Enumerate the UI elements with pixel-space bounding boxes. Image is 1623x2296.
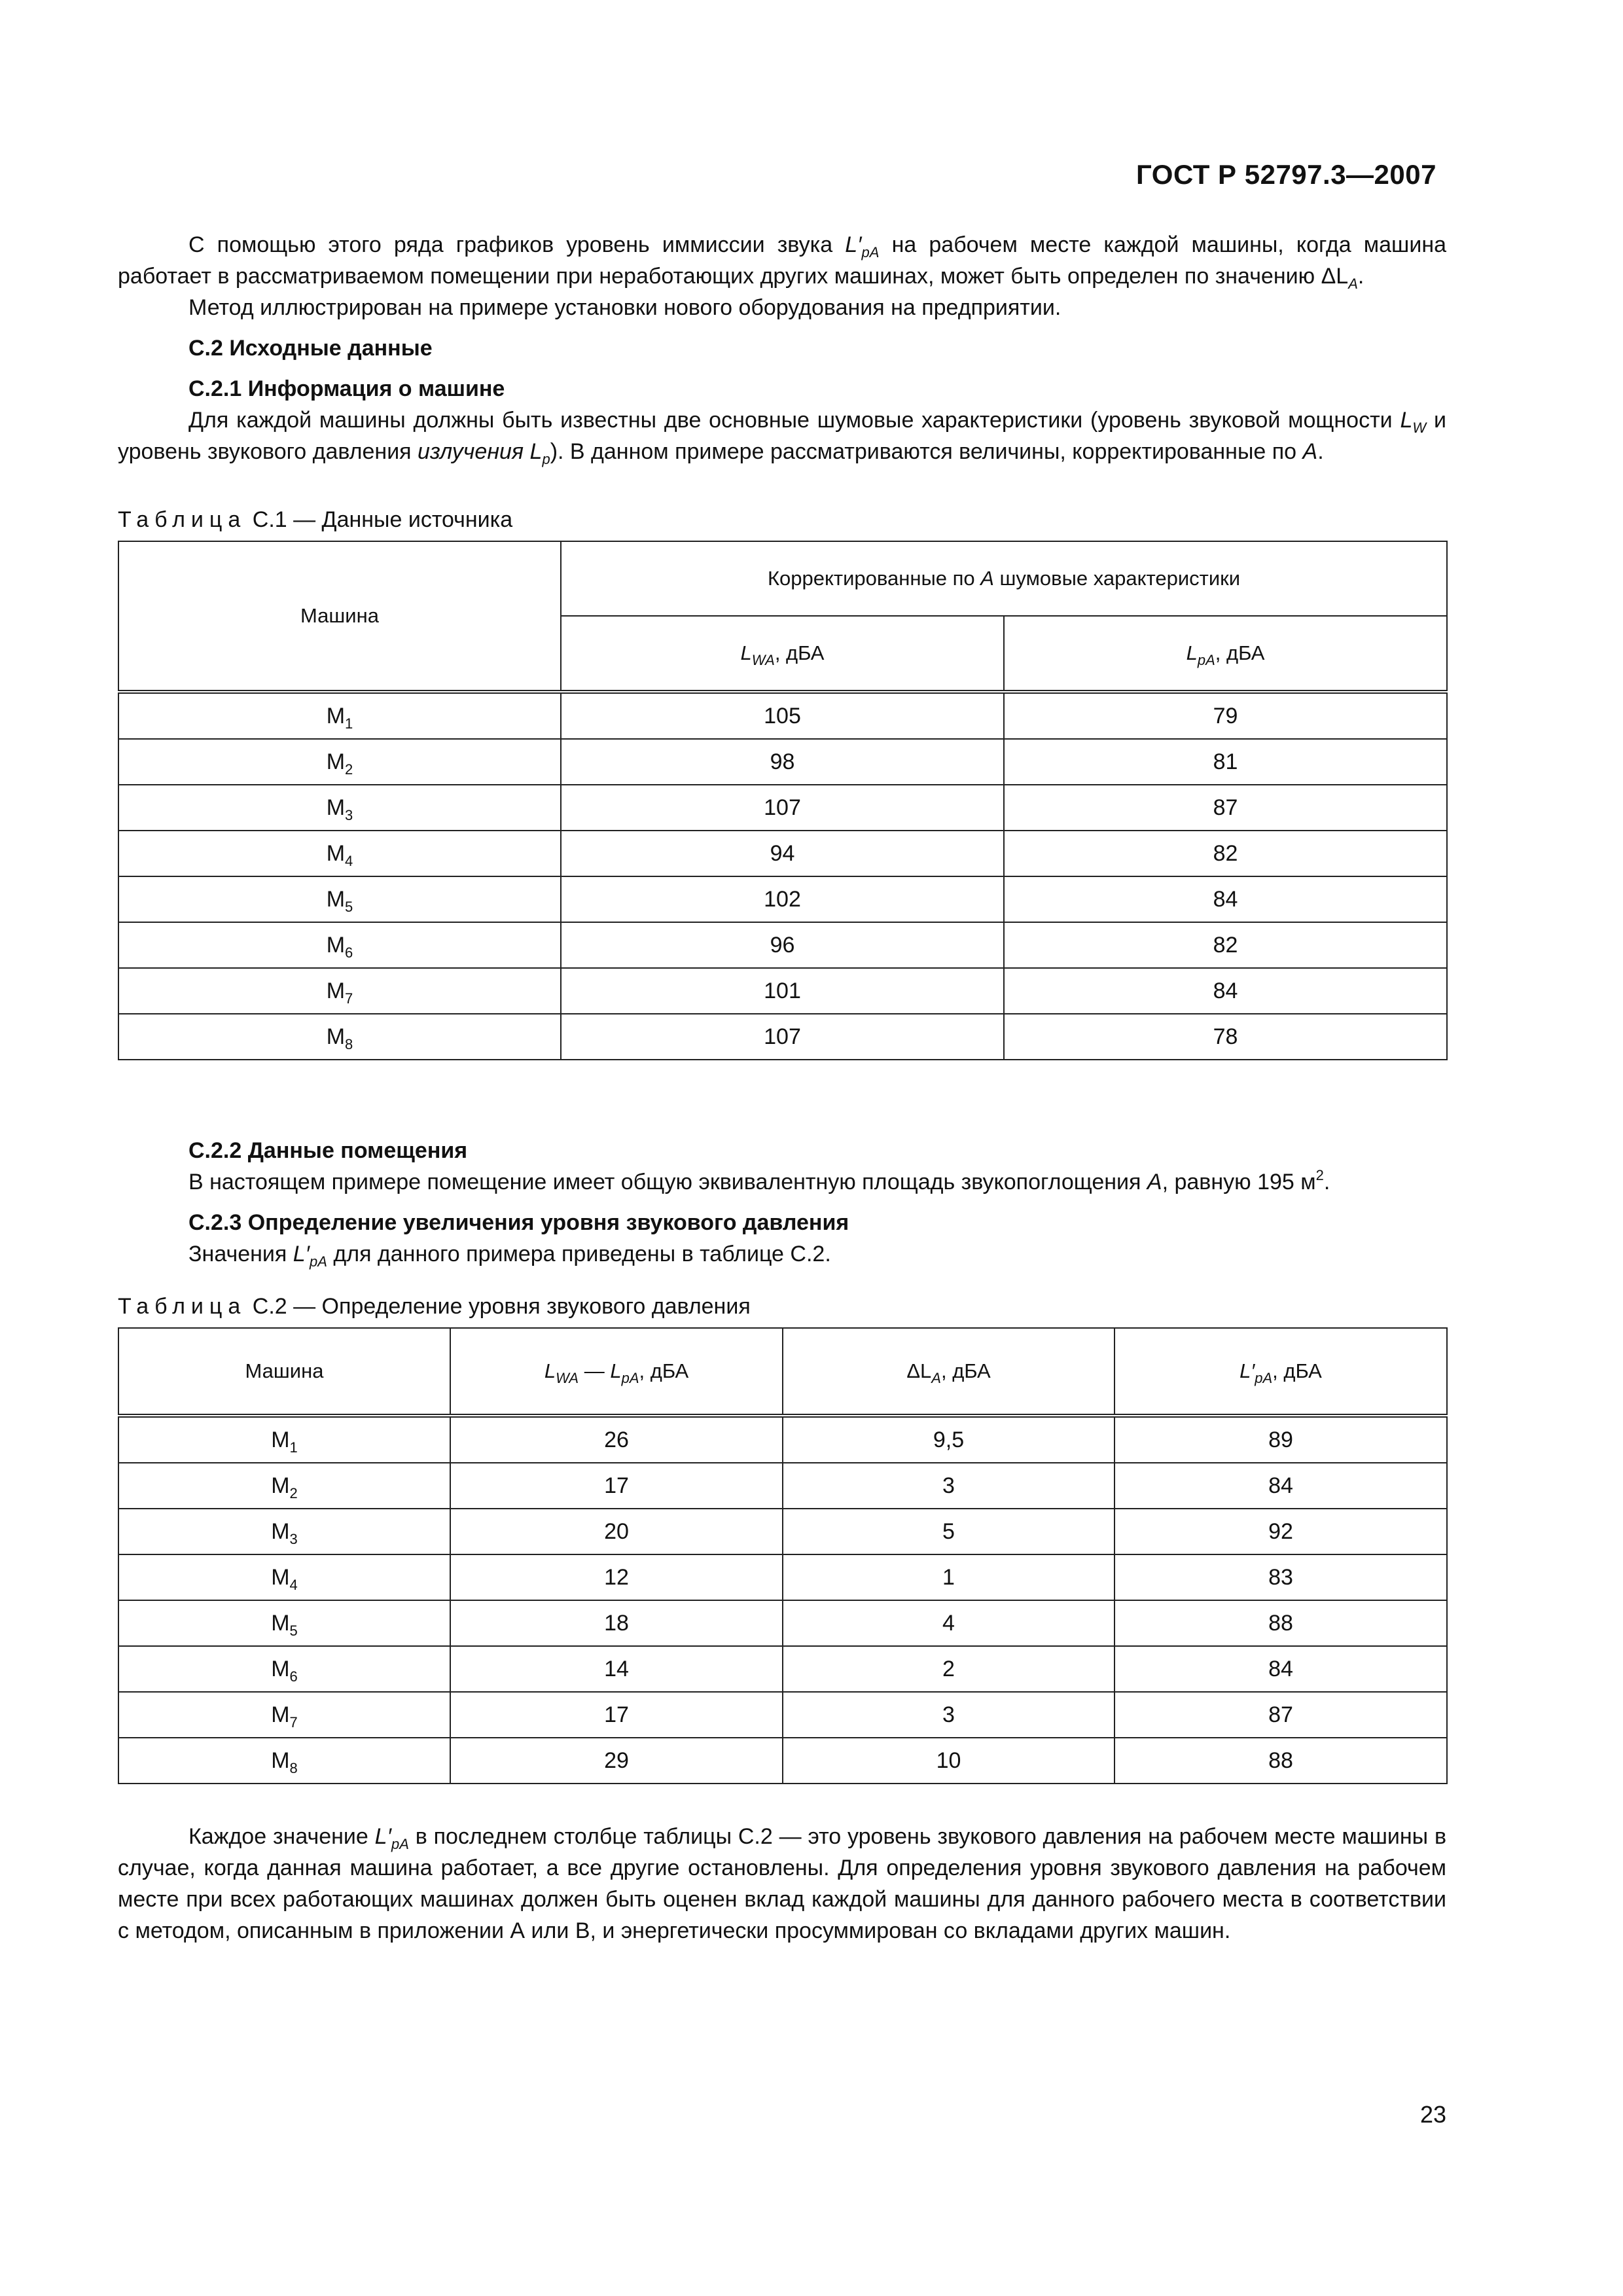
lpa-prime-cell: 84 bbox=[1115, 1463, 1447, 1509]
delta-la-cell: 1 bbox=[783, 1554, 1115, 1600]
symbol-lw: $L_W$ bbox=[1400, 408, 1427, 436]
lwa-cell: 98 bbox=[561, 739, 1004, 785]
table-row bbox=[118, 1509, 1447, 1554]
delta-la-cell: 10 bbox=[783, 1738, 1115, 1784]
table1-caption: Таблица C.1 — Данные источника bbox=[118, 507, 513, 532]
machine-cell: $M_4$ bbox=[118, 1554, 450, 1600]
machine-cell: $M_6$ bbox=[118, 1646, 450, 1692]
lpa-cell: 84 bbox=[1004, 968, 1447, 1014]
intro-paragraph-2: Метод иллюстрирован на примере установки нового оборудования на предприятии. bbox=[188, 295, 1061, 320]
table-row bbox=[118, 1416, 1447, 1463]
machine-cell: $M_1$ bbox=[118, 1416, 450, 1463]
lwa-minus-lpa-cell: 20 bbox=[450, 1509, 783, 1554]
lwa-minus-lpa-cell: 12 bbox=[450, 1554, 783, 1600]
table-row bbox=[118, 1014, 1447, 1060]
table-row bbox=[118, 876, 1447, 922]
symbol-delta-la: $\Delta L_A$ bbox=[1321, 264, 1358, 292]
lwa-cell: 96 bbox=[561, 922, 1004, 968]
document-code: ГОСТ Р 52797.3—2007 bbox=[1136, 159, 1436, 190]
machine-cell: $M_8$ bbox=[118, 1738, 450, 1784]
lwa-minus-lpa-cell: 18 bbox=[450, 1600, 783, 1646]
lwa-cell: 101 bbox=[561, 968, 1004, 1014]
table-row bbox=[118, 785, 1447, 831]
lwa-cell: 107 bbox=[561, 1014, 1004, 1060]
table-row bbox=[118, 1554, 1447, 1600]
lwa-cell: 105 bbox=[561, 692, 1004, 739]
lpa-prime-cell: 88 bbox=[1115, 1738, 1447, 1784]
lpa-cell: 82 bbox=[1004, 831, 1447, 876]
machine-cell: $M_3$ bbox=[118, 785, 561, 831]
table-row bbox=[118, 739, 1447, 785]
closing-paragraph: Каждое значение $L'_{pA}$ в последнем столбце таблицы C.2 — это уровень звукового давления на рабочем месте машины в случае, когда данная машина работает, а все другие остановлены. Для определения уровня звукового давления на рабочем месте при всех работающих машинах должен быть оценен вклад каждой машины для данного рабочего места в соответствии с методом, описанным в приложении А или В, и энергетически просуммирован со вкладами других машин. bbox=[118, 1824, 1447, 1943]
table-row bbox=[118, 968, 1447, 1014]
machine-cell: $M_5$ bbox=[118, 1600, 450, 1646]
section-heading-c2: C.2 Исходные данные bbox=[188, 336, 433, 361]
machine-cell: $M_4$ bbox=[118, 831, 561, 876]
delta-la-cell: 2 bbox=[783, 1646, 1115, 1692]
machine-info-paragraph: Для каждой машины должны быть известны две основные шумовые характеристики (уровень звуковой мощности $L_W$ и уровень звукового давления излучения $L_p$). В данном примере рассматриваются величины, корректированные по A. bbox=[118, 408, 1446, 467]
machine-cell: $M_1$ bbox=[118, 692, 561, 739]
column-header-machine: Машина bbox=[118, 1328, 450, 1416]
lwa-minus-lpa-cell: 29 bbox=[450, 1738, 783, 1784]
lpa-cell: 87 bbox=[1004, 785, 1447, 831]
column-header-delta-la: $\Delta L_A$, дБА bbox=[783, 1328, 1115, 1416]
delta-la-cell: 3 bbox=[783, 1692, 1115, 1738]
section-heading-c23: C.2.3 Определение увеличения уровня звукового давления bbox=[188, 1210, 849, 1235]
page-number: 23 bbox=[1419, 2101, 1446, 2128]
column-header-lwa-minus-lpa: $L_{WA}$ — $L_{pA}$, дБА bbox=[450, 1328, 783, 1416]
lpa-cell: 81 bbox=[1004, 739, 1447, 785]
lwa-cell: 102 bbox=[561, 876, 1004, 922]
column-group-header-a-weighted: Корректированные по А шумовые характеристики bbox=[561, 541, 1447, 616]
machine-cell: $M_7$ bbox=[118, 1692, 450, 1738]
room-data-paragraph: В настоящем примере помещение имеет общую эквивалентную площадь звукопоглощения A, равную 195 $м^2$. bbox=[188, 1167, 1330, 1194]
column-header-lpa: $L_{pA}$, дБА bbox=[1004, 616, 1447, 692]
machine-cell: $M_8$ bbox=[118, 1014, 561, 1060]
lpa-prime-cell: 92 bbox=[1115, 1509, 1447, 1554]
page-content bbox=[118, 229, 1446, 1946]
lwa-cell: 94 bbox=[561, 831, 1004, 876]
delta-la-cell: 9,5 bbox=[783, 1416, 1115, 1463]
emphasis-emission: излучения bbox=[418, 439, 524, 464]
table-row bbox=[118, 1692, 1447, 1738]
lpa-cell: 82 bbox=[1004, 922, 1447, 968]
table2-caption: Таблица C.2 — Определение уровня звукового давления bbox=[118, 1294, 751, 1319]
column-header-machine: Машина bbox=[118, 541, 561, 692]
machine-cell: $M_3$ bbox=[118, 1509, 450, 1554]
machine-cell: $M_6$ bbox=[118, 922, 561, 968]
table-row bbox=[118, 692, 1447, 739]
text-run: С помощью этого ряда графиков уровень иммиссии звука bbox=[188, 232, 846, 257]
machine-cell: $M_2$ bbox=[118, 739, 561, 785]
source-data-table bbox=[118, 541, 1448, 1060]
table-row bbox=[118, 1463, 1447, 1509]
lpa-cell: 84 bbox=[1004, 876, 1447, 922]
section-heading-c22: C.2.2 Данные помещения bbox=[188, 1138, 468, 1163]
lpa-prime-cell: 88 bbox=[1115, 1600, 1447, 1646]
machine-cell: $M_5$ bbox=[118, 876, 561, 922]
table-row bbox=[118, 831, 1447, 876]
table-row bbox=[118, 1738, 1447, 1784]
table-row bbox=[118, 922, 1447, 968]
machine-cell: $M_7$ bbox=[118, 968, 561, 1014]
table-row bbox=[118, 1646, 1447, 1692]
delta-la-cell: 3 bbox=[783, 1463, 1115, 1509]
delta-la-cell: 4 bbox=[783, 1600, 1115, 1646]
sound-pressure-table bbox=[118, 1327, 1448, 1784]
lwa-minus-lpa-cell: 17 bbox=[450, 1463, 783, 1509]
lpa-prime-cell: 89 bbox=[1115, 1416, 1447, 1463]
machine-cell: $M_2$ bbox=[118, 1463, 450, 1509]
increase-determination-paragraph: Значения $L'_{pA}$ для данного примера приведены в таблице C.2. bbox=[188, 1242, 831, 1270]
column-header-lpa-prime: $L'_{pA}$, дБА bbox=[1115, 1328, 1447, 1416]
lwa-minus-lpa-cell: 17 bbox=[450, 1692, 783, 1738]
lpa-prime-cell: 83 bbox=[1115, 1554, 1447, 1600]
symbol-lp: $L_p$ bbox=[524, 439, 550, 467]
lwa-cell: 107 bbox=[561, 785, 1004, 831]
table-row bbox=[118, 1600, 1447, 1646]
symbol-lpa-prime: $L'_{pA}$ bbox=[845, 232, 880, 260]
column-header-lwa: $L_{WA}$, дБА bbox=[561, 616, 1004, 692]
text-run: на рабочем месте каждой машины, когда машина работает в рассматриваемом помещении при неработающих других машинах, может быть определен по значению bbox=[118, 232, 1446, 289]
section-heading-c21: C.2.1 Информация о машине bbox=[188, 376, 505, 401]
lpa-cell: 79 bbox=[1004, 692, 1447, 739]
lpa-prime-cell: 84 bbox=[1115, 1646, 1447, 1692]
lwa-minus-lpa-cell: 26 bbox=[450, 1416, 783, 1463]
lpa-cell: 78 bbox=[1004, 1014, 1447, 1060]
delta-la-cell: 5 bbox=[783, 1509, 1115, 1554]
lwa-minus-lpa-cell: 14 bbox=[450, 1646, 783, 1692]
intro-paragraph-1: С помощью этого ряда графиков уровень иммиссии звука $L'_{pA}$ на рабочем месте каждой машины, когда машина работает в рассматриваемом помещении при неработающих других машинах, может быть определен по значению $\Delta L_A$. bbox=[118, 232, 1446, 292]
lpa-prime-cell: 87 bbox=[1115, 1692, 1447, 1738]
